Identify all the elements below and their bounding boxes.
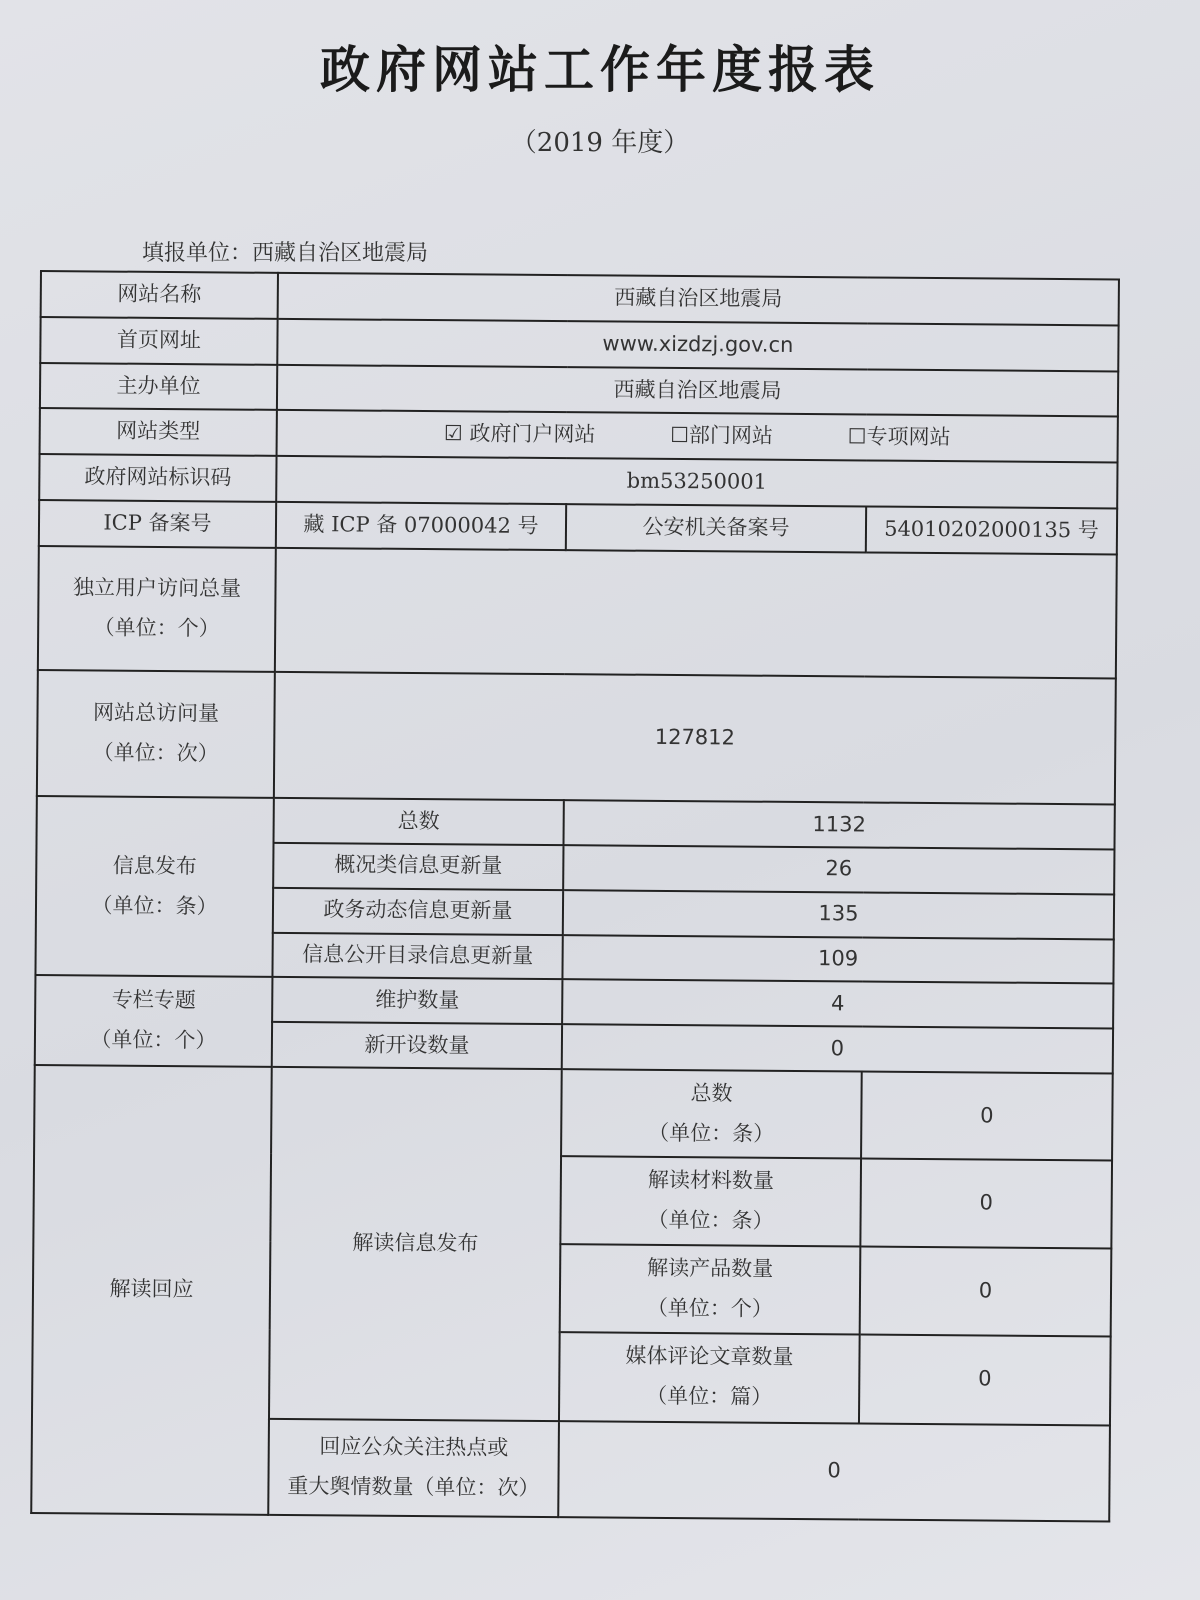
- icp-value: 藏 ICP 备 07000042 号: [276, 502, 566, 550]
- info-publish-label: [35, 796, 273, 977]
- hotspot-label-line1: 回应公众关注热点或: [319, 1434, 509, 1460]
- uv-unit: （单位：个）: [93, 615, 220, 641]
- interpret-item-unit: （单位：条）: [648, 1120, 775, 1146]
- report-table: [30, 270, 1118, 1522]
- info-item-name: 概况类信息更新量: [273, 843, 563, 890]
- icp-label: ICP 备案号: [39, 500, 276, 548]
- interpret-item-value: 0: [860, 1246, 1112, 1336]
- interpret-item-name: [561, 1069, 862, 1159]
- interpret-item-title: 媒体评论文章数量: [625, 1344, 794, 1370]
- info-publish-unit: （单位：条）: [91, 893, 218, 919]
- info-publish-label-text: 信息发布: [112, 853, 197, 879]
- site-id-label: 政府网站标识码: [39, 454, 276, 502]
- homepage-label: 首页网址: [40, 317, 277, 365]
- site-name-value: 西藏自治区地震局: [278, 273, 1119, 325]
- site-name-label: 网站名称: [41, 271, 278, 319]
- site-type-label: 网站类型: [40, 408, 277, 456]
- interpret-item-name: [560, 1157, 861, 1247]
- pv-unit: （单位：次）: [92, 740, 219, 766]
- info-item-name: 政务动态信息更新量: [273, 888, 563, 935]
- pv-label-text: 网站总访问量: [92, 700, 220, 726]
- hotspot-label: [268, 1419, 559, 1517]
- interpret-item-value: 0: [859, 1334, 1111, 1426]
- table-row: [35, 975, 1113, 1028]
- info-item-name: 信息公开目录信息更新量: [272, 932, 562, 979]
- info-item-value: 26: [563, 845, 1114, 894]
- interpret-item-title: 解读材料数量: [647, 1168, 774, 1194]
- interpret-item-title: 解读产品数量: [647, 1255, 774, 1281]
- reporting-unit: 填报单位：西藏自治区地震局: [142, 241, 429, 266]
- hotspot-value: 0: [558, 1421, 1110, 1521]
- interpret-item-value: 0: [861, 1071, 1113, 1161]
- police-value: 54010202000135 号: [866, 506, 1117, 554]
- homepage-value: www.xizdzj.gov.cn: [277, 319, 1118, 371]
- interpret-item-unit: （单位：篇）: [646, 1384, 773, 1410]
- special-checkbox: ☐专项网站: [847, 424, 951, 450]
- columns-item-value: 4: [562, 979, 1113, 1028]
- columns-item-name: 新开设数量: [272, 1022, 562, 1069]
- columns-item-name: 维护数量: [272, 977, 562, 1024]
- info-item-value: 1132: [563, 800, 1114, 849]
- interpret-item-value: 0: [860, 1159, 1112, 1249]
- info-item-name: 总数: [274, 798, 564, 845]
- pv-label: [37, 670, 275, 798]
- interpret-item-name: [559, 1332, 860, 1424]
- interpret-item-unit: （单位：个）: [646, 1295, 773, 1321]
- interpret-item-name: [560, 1244, 861, 1334]
- page-title: 政府网站工作年度报表: [320, 41, 880, 99]
- sponsor-value: 西藏自治区地震局: [277, 364, 1118, 416]
- uv-label-text: 独立用户访问总量: [72, 575, 242, 601]
- report-year: （2019 年度）: [510, 128, 690, 158]
- table-row: [37, 670, 1116, 805]
- interpret-item-unit: （单位：条）: [647, 1208, 774, 1233]
- columns-label: [35, 975, 273, 1066]
- pv-value: 127812: [274, 672, 1116, 805]
- police-label: 公安机关备案号: [566, 504, 866, 552]
- columns-item-value: 0: [562, 1024, 1113, 1073]
- department-checkbox: ☐部门网站: [670, 423, 774, 449]
- columns-unit: （单位：个）: [90, 1027, 217, 1053]
- response-label: 解读回应: [31, 1065, 272, 1515]
- table-row: [34, 1065, 1113, 1161]
- site-id-value: bm53250001: [276, 456, 1117, 508]
- portal-checkbox: ☑ 政府门户网站: [443, 421, 596, 447]
- table-row: [37, 796, 1115, 849]
- site-type-options: [277, 410, 1118, 462]
- uv-label: [38, 546, 276, 672]
- hotspot-label-line2: 重大舆情数量（单位：次）: [287, 1474, 540, 1501]
- info-item-value: 109: [562, 935, 1113, 984]
- columns-label-text: 专栏专题: [111, 987, 196, 1013]
- interpret-item-title: 总数: [690, 1080, 733, 1106]
- info-item-value: 135: [563, 890, 1114, 939]
- sponsor-label: 主办单位: [40, 363, 277, 411]
- interpret-label: 解读信息发布: [269, 1067, 562, 1421]
- table-row: [38, 546, 1117, 679]
- uv-value: [275, 548, 1117, 679]
